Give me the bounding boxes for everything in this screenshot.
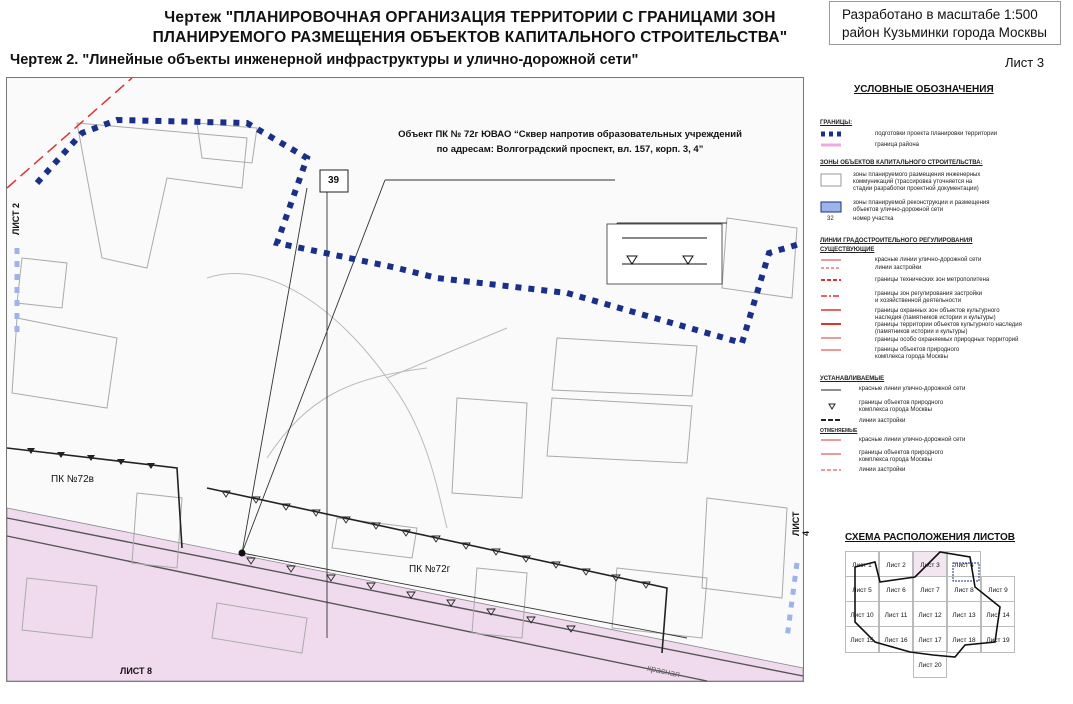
legend-s2b: комплекса города Москвы <box>859 407 932 413</box>
scheme-cell[interactable]: Лист 18 <box>947 626 981 653</box>
survey-point <box>239 550 246 557</box>
scheme-cell[interactable]: Лист 2 <box>879 551 913 578</box>
legend-c2a: границы объектов природного <box>859 450 944 456</box>
legend-established-head: УСТАНАВЛИВАЕМЫЕ <box>820 376 885 382</box>
legend-c2b: комплекса города Москвы <box>859 457 932 463</box>
object-caption-line-1: Объект ПК № 72г ЮВАО “Сквер напротив образовательных учреждений <box>398 129 742 140</box>
legend-lines-head: ЛИНИИ ГРАДОСТРОИТЕЛЬНОГО РЕГУЛИРОВАНИЯ <box>820 238 973 244</box>
district-line: район Кузьминки города Москвы <box>842 25 1048 40</box>
parcel-number: 39 <box>328 175 340 186</box>
legend-b1: подготовки проекта планировки территории <box>875 131 998 137</box>
scale-line: Разработано в масштабе 1:500 <box>842 7 1038 22</box>
scale-box <box>829 1 1061 45</box>
legend-s2a: границы объектов природного <box>859 400 944 406</box>
legend-e3: границы технических зон метрополитена <box>875 277 990 283</box>
sheet-number: Лист 3 <box>1005 55 1045 70</box>
scheme-cell[interactable]: Лист 13 <box>947 601 981 628</box>
section-symbol <box>607 224 722 284</box>
legend-z3: номер участка <box>853 216 894 222</box>
legend-z2a: зоны планируемой реконструкции и размещения <box>853 200 990 206</box>
planning-boundary-right <box>787 563 797 638</box>
legend-symbols <box>815 82 845 482</box>
title-line-2: ПЛАНИРУЕМОГО РАЗМЕЩЕНИЯ ОБЪЕКТОВ КАПИТАЛЬНОГО СТРОИТЕЛЬСТВА" <box>152 29 788 46</box>
legend-e4a: границы зон регулирования застройки <box>875 291 983 297</box>
scheme-title: СХЕМА РАСПОЛОЖЕНИЯ ЛИСТОВ <box>845 532 1015 543</box>
object-caption-line-2: по адресам: Волгоградский проспект, вл. 157, корп. 3, 4” <box>436 144 704 155</box>
label-sheet-8: ЛИСТ 8 <box>120 666 153 676</box>
legend-z3-num: 32 <box>827 216 834 222</box>
legend-e6a: границы территории объектов культурного наследия <box>875 322 1022 328</box>
legend-z1b: коммуникаций (трассировка уточняется на <box>853 179 973 185</box>
scheme-cell[interactable]: Лист 11 <box>879 601 913 628</box>
label-sheet-2: ЛИСТ 2 <box>11 202 21 235</box>
label-pk-72g: ПК №72г <box>409 564 451 575</box>
legend-e2: линии застройки <box>875 265 922 271</box>
sheet-layout-scheme <box>815 527 1055 687</box>
legend-existing-head: СУЩЕСТВУЮЩИЕ <box>820 247 875 253</box>
map-drawing <box>7 78 803 681</box>
legend-title: УСЛОВНЫЕ ОБОЗНАЧЕНИЯ <box>854 84 994 95</box>
legend-e5b: наследия (памятников истории и культуры) <box>875 315 996 321</box>
street-name-fragment: красная <box>646 662 681 680</box>
legend-zones-head: ЗОНЫ ОБЪЕКТОВ КАПИТАЛЬНОГО СТРОИТЕЛЬСТВА: <box>820 160 983 166</box>
label-sheet-4: ЛИСТ 4 <box>791 511 811 536</box>
scheme-cell[interactable]: Лист 9 <box>981 576 1015 603</box>
legend-e1: красные линии улично-дорожной сети <box>875 257 982 263</box>
scheme-cell[interactable]: Лист 16 <box>879 626 913 653</box>
scheme-cell[interactable]: Лист 7 <box>913 576 947 603</box>
legend-z1a: зоны планируемого размещения инженерных <box>853 172 981 178</box>
scheme-cell[interactable]: Лист 20 <box>913 651 947 678</box>
legend-e7: границы особо охраняемых природных территорий <box>875 337 1019 343</box>
legend-e5a: границы охранных зон объектов культурного <box>875 308 1000 314</box>
drawing-subtitle: Чертеж 2. "Линейные объекты инженерной инфраструктуры и улично-дорожной сети" <box>10 52 639 68</box>
legend-e6b: (памятников истории и культуры) <box>875 329 968 335</box>
legend-c1: красные линии улично-дорожной сети <box>859 437 966 443</box>
legend-s3: линии застройки <box>859 418 906 424</box>
scheme-cell[interactable]: Лист 17 <box>913 626 947 653</box>
scheme-cell[interactable]: Лист 12 <box>913 601 947 628</box>
district-boundary <box>7 78 132 188</box>
legend-cancelled-head: ОТМЕНЯЕМЫЕ <box>820 428 858 434</box>
legend-e8a: границы объектов природного <box>875 347 960 353</box>
object-caption <box>370 127 770 157</box>
drawing-title <box>120 8 820 48</box>
scheme-cell[interactable]: Лист 10 <box>845 601 879 628</box>
scheme-cell[interactable]: Лист 14 <box>981 601 1015 628</box>
legend-e8b: комплекса города Москвы <box>875 354 948 360</box>
legend-s1: красные линии улично-дорожной сети <box>859 386 966 392</box>
scheme-cell[interactable]: Лист 6 <box>879 576 913 603</box>
park-paths <box>207 274 507 528</box>
scheme-cell[interactable]: Лист 8 <box>947 576 981 603</box>
legend <box>815 82 1067 582</box>
legend-boundaries-head: ГРАНИЦЫ: <box>820 120 853 126</box>
scheme-cell[interactable]: Лист 4 <box>947 551 981 578</box>
legend-z1c: стадии разработки проектной документации) <box>853 186 979 192</box>
scheme-cell[interactable]: Лист 19 <box>981 626 1015 653</box>
label-pk-72v: ПК №72в <box>51 474 94 485</box>
scheme-cell[interactable]: Лист 1 <box>845 551 879 578</box>
title-block <box>0 0 820 78</box>
legend-b2: граница района <box>875 142 919 148</box>
scheme-cell[interactable]: Лист 3 <box>913 551 947 578</box>
scheme-cell[interactable]: Лист 15 <box>845 626 879 653</box>
map-frame[interactable] <box>6 77 811 682</box>
parcel-72v-ticks <box>27 448 155 469</box>
legend-c3: линии застройки <box>859 467 906 473</box>
legend-z2b: объектов улично-дорожной сети <box>853 207 944 213</box>
title-line-1: Чертеж "ПЛАНИРОВОЧНАЯ ОРГАНИЗАЦИЯ ТЕРРИТОРИИ С ГРАНИЦАМИ ЗОН <box>164 9 776 26</box>
legend-e4b: и хозяйственной деятельности <box>875 298 962 304</box>
scheme-cell[interactable]: Лист 5 <box>845 576 879 603</box>
